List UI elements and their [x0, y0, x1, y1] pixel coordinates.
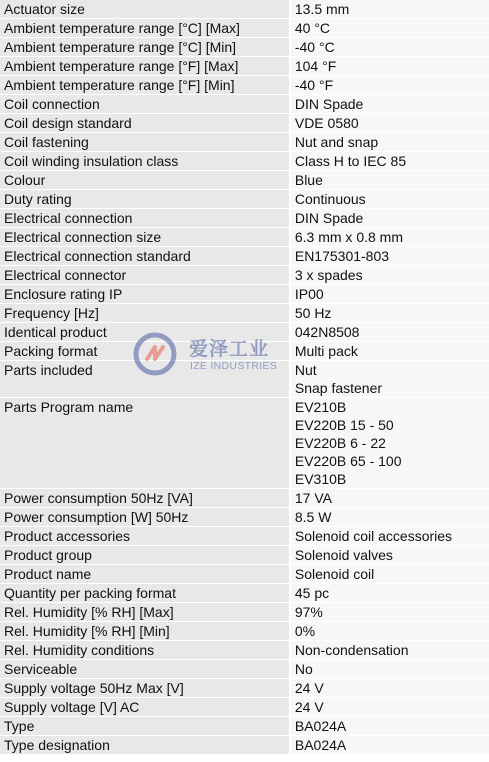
spec-value: Solenoid valves [291, 545, 489, 564]
spec-value: 17 VA [291, 488, 489, 507]
spec-label: Ambient temperature range [°C] [Min] [0, 37, 291, 56]
spec-label: Product accessories [0, 526, 291, 545]
spec-row [0, 602, 489, 621]
spec-row [0, 470, 489, 488]
spec-value: 042N8508 [291, 322, 489, 341]
spec-label: Coil fastening [0, 132, 291, 151]
spec-row [0, 113, 489, 132]
watermark-cn-text: 爱泽工业 [189, 338, 270, 360]
spec-label: Rel. Humidity [% RH] [Min] [0, 621, 291, 640]
spec-row [0, 640, 489, 659]
spec-label: Type [0, 716, 291, 735]
spec-value: 0% [291, 621, 489, 640]
spec-row [0, 621, 489, 640]
spec-label: Packing format [0, 341, 291, 360]
spec-row [0, 397, 489, 416]
spec-value: 3 x spades [291, 265, 489, 284]
spec-value: 13.5 mm [291, 0, 489, 18]
spec-value: Snap fastener [291, 379, 489, 397]
spec-row [0, 56, 489, 75]
spec-label: Electrical connection standard [0, 246, 291, 265]
spec-label: Duty rating [0, 189, 291, 208]
spec-value: Nut [291, 360, 489, 379]
spec-label [0, 452, 291, 470]
spec-row [0, 208, 489, 227]
spec-value: Solenoid coil accessories [291, 526, 489, 545]
spec-label: Identical product [0, 322, 291, 341]
spec-label: Parts Program name [0, 397, 291, 416]
spec-row [0, 246, 489, 265]
spec-value: EV210B [291, 397, 489, 416]
spec-label: Coil winding insulation class [0, 151, 291, 170]
spec-label: Serviceable [0, 659, 291, 678]
spec-row [0, 452, 489, 470]
spec-row [0, 18, 489, 37]
spec-label [0, 434, 291, 452]
spec-row [0, 583, 489, 602]
spec-row [0, 303, 489, 322]
spec-row [0, 564, 489, 583]
spec-label [0, 470, 291, 488]
spec-row [0, 0, 489, 18]
spec-row [0, 659, 489, 678]
spec-label: Enclosure rating IP [0, 284, 291, 303]
spec-value: Class H to IEC 85 [291, 151, 489, 170]
spec-value: IP00 [291, 284, 489, 303]
spec-value: 50 Hz [291, 303, 489, 322]
spec-value: EV220B 65 - 100 [291, 452, 489, 470]
spec-value: EV220B 15 - 50 [291, 416, 489, 434]
spec-label: Frequency [Hz] [0, 303, 291, 322]
spec-label: Actuator size [0, 0, 291, 18]
spec-label: Product group [0, 545, 291, 564]
spec-value: No [291, 659, 489, 678]
spec-value: Solenoid coil [291, 564, 489, 583]
spec-row [0, 151, 489, 170]
spec-row [0, 545, 489, 564]
spec-row [0, 735, 489, 754]
spec-value: VDE 0580 [291, 113, 489, 132]
spec-label: Rel. Humidity conditions [0, 640, 291, 659]
spec-value: EN175301-803 [291, 246, 489, 265]
spec-value: 6.3 mm x 0.8 mm [291, 227, 489, 246]
spec-row [0, 75, 489, 94]
spec-row [0, 416, 489, 434]
spec-label: Supply voltage [V] AC [0, 697, 291, 716]
spec-label [0, 416, 291, 434]
spec-label: Electrical connection [0, 208, 291, 227]
spec-label: Rel. Humidity [% RH] [Max] [0, 602, 291, 621]
spec-value: Blue [291, 170, 489, 189]
spec-label: Ambient temperature range [°F] [Max] [0, 56, 291, 75]
spec-label: Quantity per packing format [0, 583, 291, 602]
spec-label: Colour [0, 170, 291, 189]
spec-label: Ambient temperature range [°F] [Min] [0, 75, 291, 94]
spec-value: EV220B 6 - 22 [291, 434, 489, 452]
spec-value: BA024A [291, 716, 489, 735]
spec-value: 40 °C [291, 18, 489, 37]
spec-row [0, 284, 489, 303]
spec-label: Parts included [0, 360, 291, 379]
spec-label: Electrical connection size [0, 227, 291, 246]
spec-row [0, 37, 489, 56]
spec-row [0, 697, 489, 716]
spec-value: Multi pack [291, 341, 489, 360]
spec-row [0, 341, 489, 360]
spec-label: Ambient temperature range [°C] [Max] [0, 18, 291, 37]
spec-row [0, 507, 489, 526]
spec-row [0, 132, 489, 151]
spec-row [0, 227, 489, 246]
spec-value: 45 pc [291, 583, 489, 602]
spec-label: Power consumption 50Hz [VA] [0, 488, 291, 507]
spec-row [0, 322, 489, 341]
spec-row [0, 434, 489, 452]
spec-label: Product name [0, 564, 291, 583]
spec-row [0, 94, 489, 113]
spec-value: DIN Spade [291, 208, 489, 227]
spec-value: Continuous [291, 189, 489, 208]
spec-value: Non-condensation [291, 640, 489, 659]
spec-value: 24 V [291, 678, 489, 697]
spec-label: Supply voltage 50Hz Max [V] [0, 678, 291, 697]
spec-row [0, 488, 489, 507]
spec-value: 104 °F [291, 56, 489, 75]
spec-row [0, 170, 489, 189]
spec-row [0, 678, 489, 697]
spec-row [0, 265, 489, 284]
spec-value: 97% [291, 602, 489, 621]
spec-value: EV310B [291, 470, 489, 488]
spec-value: 8.5 W [291, 507, 489, 526]
spec-row [0, 360, 489, 379]
spec-row [0, 379, 489, 397]
spec-label: Type designation [0, 735, 291, 754]
spec-value: DIN Spade [291, 94, 489, 113]
spec-row [0, 526, 489, 545]
spec-value: -40 °C [291, 37, 489, 56]
spec-label: Electrical connector [0, 265, 291, 284]
watermark-en-text: IZE INDUSTRIES [190, 360, 278, 372]
spec-value: 24 V [291, 697, 489, 716]
spec-value: Nut and snap [291, 132, 489, 151]
spec-label: Power consumption [W] 50Hz [0, 507, 291, 526]
spec-label [0, 379, 291, 397]
spec-value: BA024A [291, 735, 489, 754]
spec-row [0, 716, 489, 735]
spec-row [0, 189, 489, 208]
spec-value: -40 °F [291, 75, 489, 94]
spec-label: Coil design standard [0, 113, 291, 132]
spec-label: Coil connection [0, 94, 291, 113]
